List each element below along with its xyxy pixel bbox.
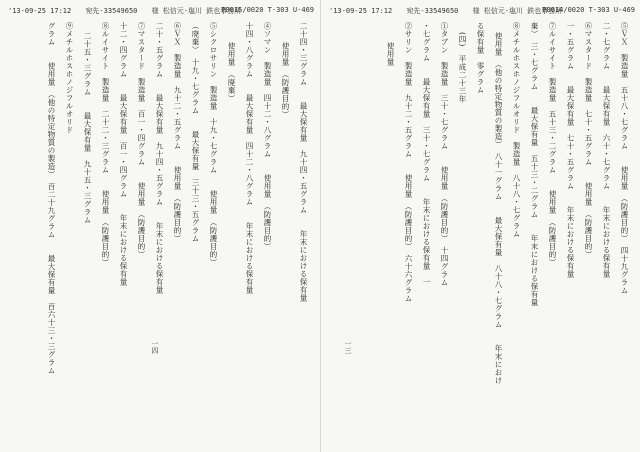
fax-sender: 宛先-33549650: [406, 7, 459, 15]
text-column: 二十・五グラム 最大保有量 九十四・五グラム 年末における保有量: [155, 22, 164, 294]
text-column: ⑥マスタード 製造量 七十・五グラム 使用量 （防護目的）: [584, 22, 593, 259]
text-column: ②サリン 製造量 九十二・五グラム 使用量 （防護目的） 六十六グラム: [404, 22, 413, 303]
page-number: 一四: [151, 340, 159, 354]
text-column: (四) 平成二十三年: [458, 32, 467, 103]
fax-header: [329, 6, 635, 16]
text-column: ⑤ＶＸ 製造量 五十八・七グラム 使用量 （防護目的） 四十九グラム: [620, 22, 629, 295]
page-number: 一三: [344, 340, 352, 354]
text-column: 十四・八グラム 最大保有量 四十二・八グラム 年末における保有量: [245, 22, 254, 294]
vertical-text-body: [331, 22, 631, 422]
text-column: 一・五グラム 最大保有量 七十・五グラム 年末における保有量: [566, 22, 575, 278]
text-column: 使用量: [386, 42, 395, 66]
text-column: 使用量 （防護目的）: [281, 42, 290, 119]
text-column: （廃棄） 十九・七グラム 最大保有量 三十三・五グラム: [191, 22, 200, 243]
text-column: ①タブン 製造量 三十・七グラム 使用量 （防護目的） 十四グラム: [440, 22, 449, 287]
fax-office: 様 松信元-塩川 鉄也事務所: [472, 7, 563, 15]
text-column: 使用量 （他の特定物質の製造） 八十一グラム 最大保有量 八十八・七グラム 年末におけ: [494, 32, 503, 385]
text-column: 二十五・三グラム 最大保有量 九十五・三グラム: [83, 32, 92, 224]
text-column: ⑨メチルホスホノジフルオリド: [65, 22, 74, 134]
text-column: ⑧メチルホスホノジフルオリド 製造量 八十八・七グラム: [512, 22, 521, 238]
text-column: る保有量 零グラム: [476, 22, 485, 94]
fax-sender: 宛先-33549650: [85, 7, 138, 15]
text-column: ④ソマン 製造量 四十二・八グラム 使用量 （防護目的）: [263, 22, 272, 251]
fax-page-code: P0014/0020 T-303 U-469: [542, 6, 635, 14]
text-column: 二十四・三グラム 最大保有量 九十四・五グラム 年末における保有量: [299, 22, 308, 302]
fax-header: [8, 6, 314, 16]
vertical-text-body: [10, 22, 310, 422]
text-column: ・七グラム 最大保有量 三十・七グラム 年末における保有量 一: [422, 22, 431, 286]
document-page-right: [320, 0, 640, 452]
text-column: 二・七グラム 最大保有量 六十・七グラム 年末における保有量: [602, 22, 611, 278]
text-column: ⑦マスタード 製造量 百一・四グラム 使用量 （防護目的）: [137, 22, 146, 259]
text-column: 十二・四グラム 最大保有量 百一・四グラム 年末における保有量: [119, 22, 128, 286]
text-column: ⑤シクロサリン 製造量 十九・七グラム 使用量 （防護目的）: [209, 22, 218, 267]
text-column: グラム 使用量 （他の特定物質の製造） 百二十九グラム 最大保有量 百六十三・三グラム: [47, 22, 56, 375]
text-column: 棄） 三・七グラム 最大保有量 五十三・二グラム 年末における保有量: [530, 22, 539, 307]
text-column: ⑥ＶＸ 製造量 九十二・五グラム 使用量 （防護目的）: [173, 22, 182, 243]
fax-office: 様 松信元-塩川 鉄也事務所: [151, 7, 242, 15]
fax-timestamp: '13-09-25 17:12: [8, 7, 72, 15]
fax-timestamp: '13-09-25 17:12: [329, 7, 393, 15]
text-column: ⑦ルイサイト 製造量 五十三・二グラム 使用量 （防護目的）: [548, 22, 557, 267]
text-column: 使用量 （廃棄）: [227, 42, 236, 103]
fax-page-code: P0015/0020 T-303 U-469: [221, 6, 314, 14]
text-column: ⑧ルイサイト 製造量 二十二・三グラム 使用量 （防護目的）: [101, 22, 110, 267]
